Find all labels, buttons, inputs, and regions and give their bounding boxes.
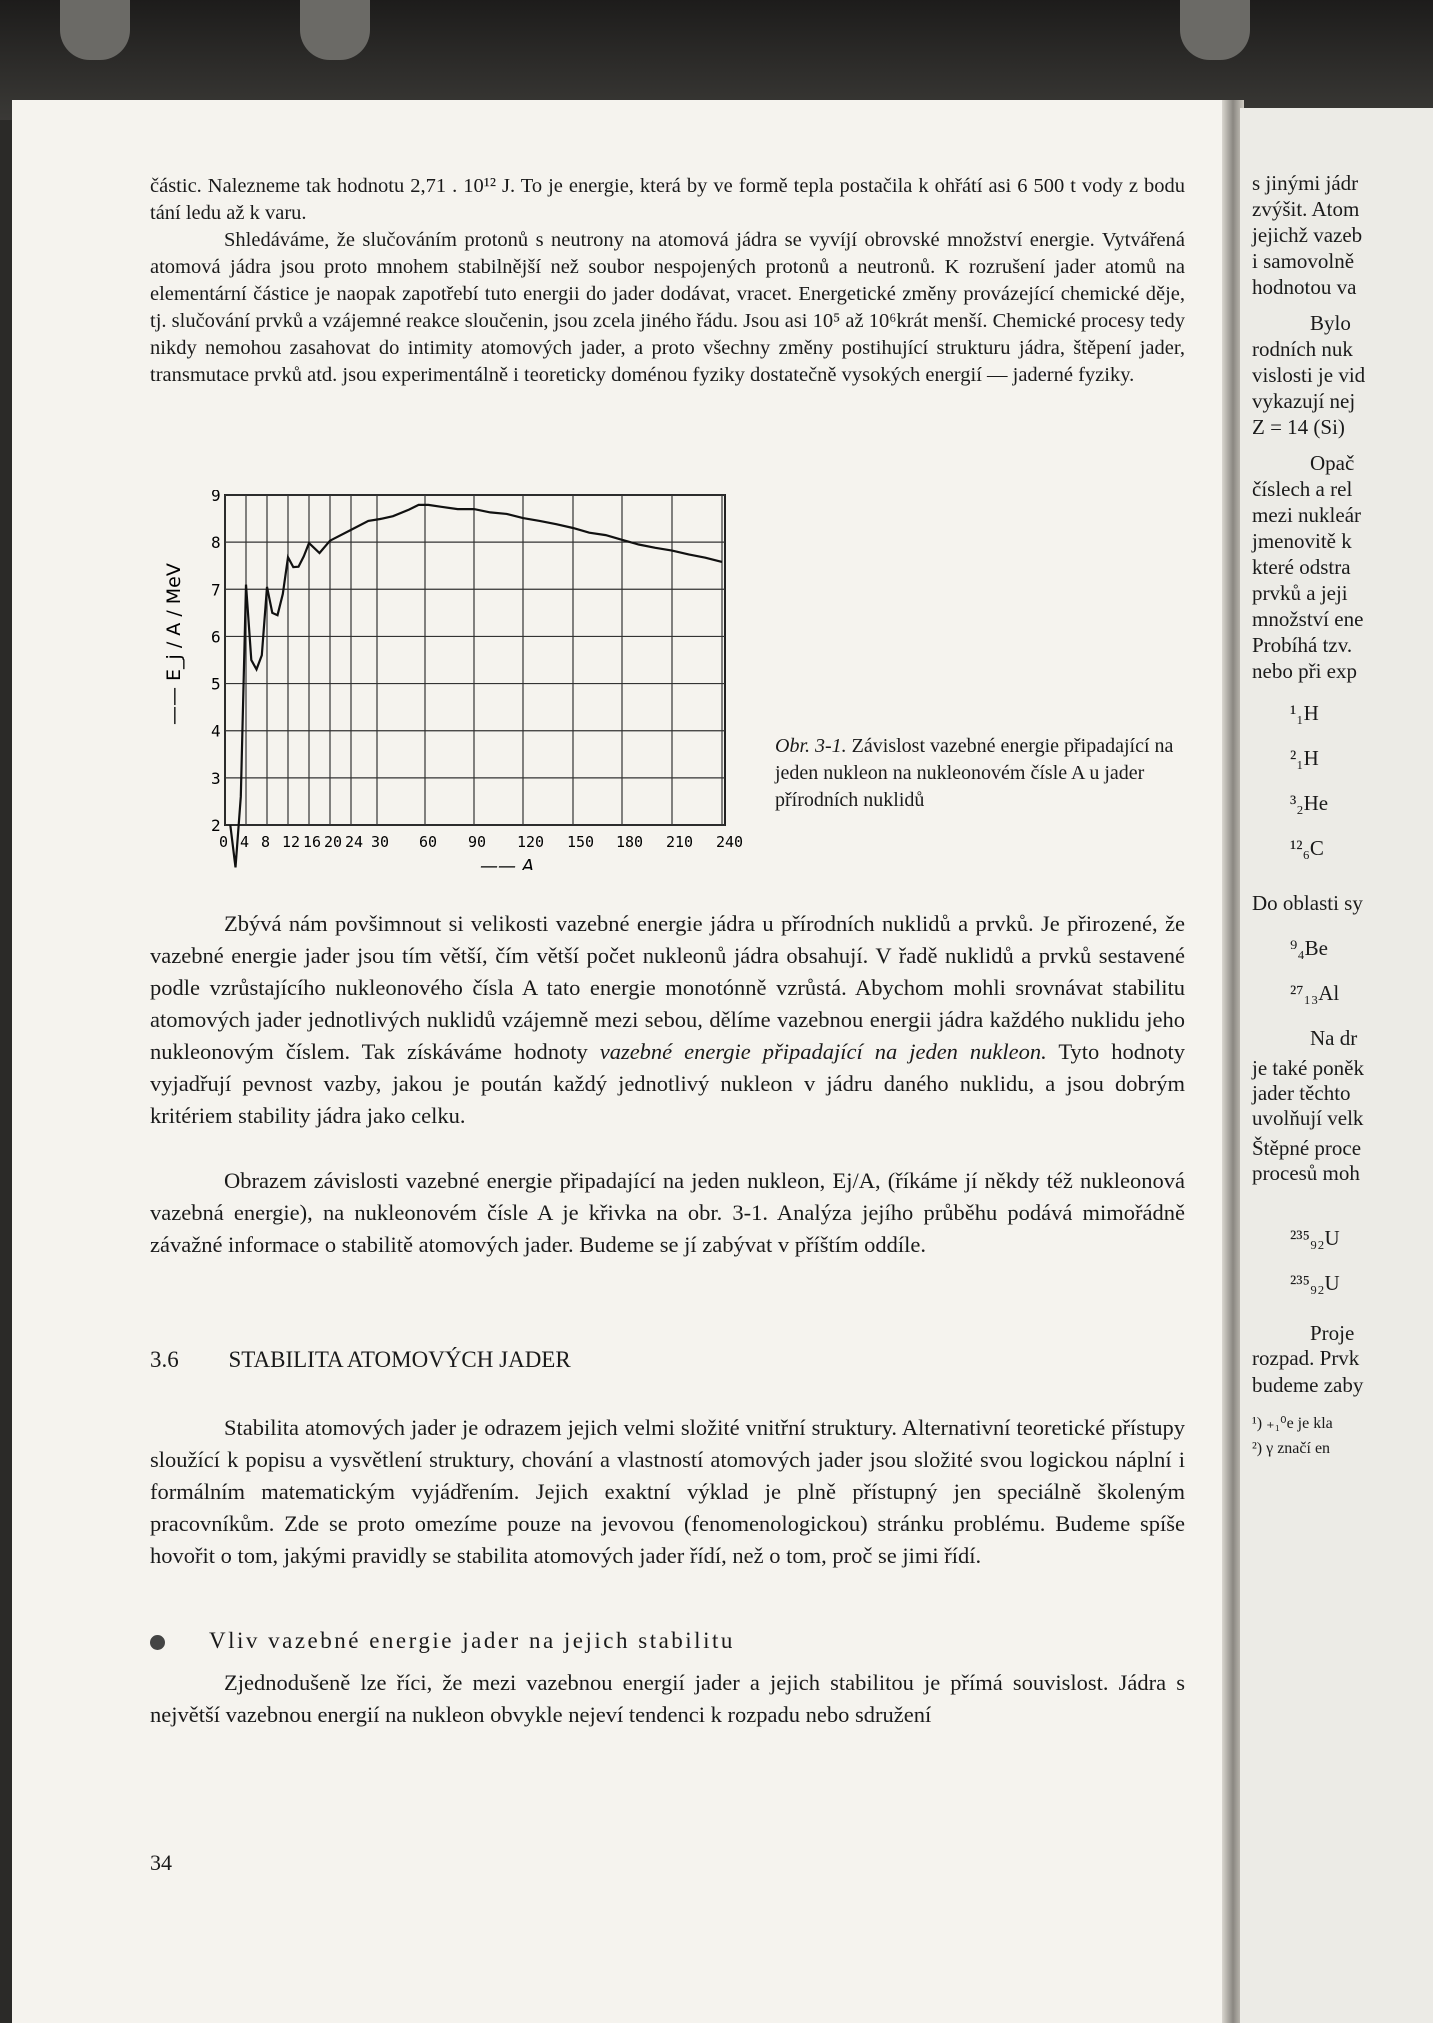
next-page-line: které odstra: [1252, 555, 1351, 579]
next-page-line: hodnotou va: [1252, 275, 1357, 299]
next-page-line: nebo při exp: [1252, 659, 1357, 683]
page-number: 34: [150, 1850, 172, 1875]
next-page-line: rodních nuk: [1252, 337, 1353, 361]
next-page-line: množství ene: [1252, 607, 1364, 631]
paragraph-3-text: Zbývá nám povšimnout si velikosti vazebné energie jádra u přírodních nuklidů a prvků. Je přirozené, že vazebné energie jader jsou tím větší, čím větší počet nukleonů jádra obsahují. V řadě nuklidů a prvků sestavené podle vzrůstajícího nukleonového čísla A tato energie monotónně vzrůstá. Abychom mohli srovnávat stabilitu atomových jader jednotlivých nuklidů vzájemně mezi sebou, dělíme vazebnou energii jádra každého nuklidu jeho nukleonovým číslem. Tak získáváme hodnoty: [150, 911, 1185, 1064]
next-page-line: je také poněk: [1252, 1056, 1364, 1080]
x-tick-label: 150: [567, 833, 595, 851]
x-tick-label: 24: [345, 833, 364, 851]
y-tick-label: 5: [211, 674, 221, 694]
next-page-line: ⁹₄Be: [1290, 936, 1328, 960]
next-page-line: ³₂He: [1290, 791, 1329, 815]
next-page-line: Probíhá tzv.: [1252, 633, 1353, 657]
x-tick-label: 20: [324, 833, 343, 851]
binder-clip: [300, 0, 370, 60]
next-page-line: ²⁷₁₃Al: [1290, 981, 1340, 1005]
section-heading: [150, 1347, 571, 1373]
next-page-line: číslech a rel: [1252, 477, 1353, 501]
x-tick-label: 16: [303, 833, 322, 851]
x-tick-label: 210: [666, 833, 694, 851]
paragraph-1: částic. Nalezneme tak hodnotu 2,71 . 10¹² J. To je energie, která by ve formě tepla postačila k ohřátí asi 6 500 t vody z bodu tání ledu až k varu.: [150, 175, 1185, 224]
book-page-right: [1240, 108, 1433, 2023]
next-page-line: procesů moh: [1252, 1161, 1360, 1185]
next-page-line: Z = 14 (Si): [1252, 415, 1345, 439]
x-tick-label: 120: [517, 833, 545, 851]
paragraph-6: Zjednodušeně lze říci, že mezi vazebnou energií jader a jejich stabilitou je přímá souvislost. Jádra s největší vazebnou energií na nukleon obvykle nejeví tendenci k rozpadu nebo sdružení: [150, 1670, 1185, 1727]
figure-3-1: [140, 490, 750, 875]
next-page-line: jmenovitě k: [1252, 529, 1352, 553]
next-page-line: Do oblasti sy: [1252, 891, 1363, 915]
next-page-line: ²) γ značí en: [1252, 1440, 1331, 1457]
plot-frame: [225, 495, 725, 825]
y-tick-label: 9: [211, 490, 221, 505]
next-page-line: budeme zaby: [1252, 1373, 1364, 1397]
x-tick-label: 4: [240, 833, 250, 851]
next-page-line: Opač: [1310, 451, 1355, 475]
binder-clip: [1180, 0, 1250, 60]
next-page-line: rozpad. Prvk: [1252, 1346, 1360, 1370]
next-page-line: ¹₁H: [1290, 701, 1319, 725]
caption-label: Obr. 3-1.: [775, 735, 847, 757]
x-tick-label: 60: [419, 833, 438, 851]
paragraph-3-italic: vazebné energie připadající na jeden nukleon.: [599, 1039, 1047, 1064]
y-tick-label: 8: [211, 533, 221, 553]
bullet-icon: [150, 1635, 165, 1650]
next-page-line: Bylo: [1310, 311, 1351, 335]
subsection-title: Vliv vazebné energie jader na jejich stabilitu: [209, 1628, 735, 1653]
paragraph-2: Shledáváme, že slučováním protonů s neutrony na atomová jádra se vyvíjí obrovské množství energie. Vytvářená atomová jádra jsou proto mnohem stabilnější než soubor nespojených protonů a neutronů. K rozrušení jader atomů na elementární částice je naopak zapotřebí tuto energii do jader dodávat, vracet. Energetické změny provázející chemické děje, tj. slučování prvků a vzájemné reakce sloučenin, jsou zcela jiného řádu. Jsou asi 10⁵ až 10⁶krát menší. Chemické procesy tedy nikdy nemohou zasahovat do intimity atomových jader, a proto všechny změny postihující strukturu jádra, štěpení jader, transmutace prvků atd. jsou experimentálně i teoreticky doménou fyziky dostatečně vysokých energií — jaderné fyziky.: [150, 229, 1185, 386]
next-page-line: ²³⁵₉₂U: [1290, 1271, 1340, 1295]
paragraph-3: [150, 908, 1185, 1132]
next-page-line: vykazují nej: [1252, 389, 1356, 413]
y-tick-label: 7: [211, 580, 221, 600]
paragraph-3-end: Tyto hodnoty vyjadřují pevnost vazby, jakou je poután každý jednotlivý nukleon v jádru daného nuklidu, a jsou dobrým kritériem stability jádra jako celku.: [150, 1039, 1185, 1128]
x-tick-label: 180: [616, 833, 644, 851]
next-page-line: mezi nukleár: [1252, 503, 1362, 527]
next-page-line: vislosti je vid: [1252, 363, 1366, 387]
x-tick-label: 30: [371, 833, 390, 851]
next-page-line: Na dr: [1310, 1026, 1358, 1050]
x-tick-label: 12: [282, 833, 301, 851]
paragraph-4: Obrazem závislosti vazebné energie připadající na jeden nukleon, Ej/A, (říkáme jí někdy též nukleonová vazebná energie), na nukleonovém čísle A je křivka na obr. 3-1. Analýza jejího průběhu podává mimořádně závažné informace o stabilitě atomových jader. Budeme se jí zabývat v příštím oddíle.: [150, 1168, 1185, 1257]
paragraph-5: Stabilita atomových jader je odrazem jejich velmi složité vnitřní struktury. Alternativní teoretické přístupy sloužící k popisu a vysvětlení struktury, chování a vlastností atomových jader jsou složité svou logickou náplní i formálním matematickým vyjádřením. Jejich exaktní výklad je plně přístupný jen speciálně školeným pracovníkům. Zde se proto omezíme pouze na jevovou (fenomenologickou) stránku problému. Budeme spíše hovořit o tom, jakými pravidly se stabilita atomových jader řídí, než o tom, proč se jimi řídí.: [150, 1415, 1185, 1568]
next-page-line: i samovolně: [1252, 249, 1355, 273]
caption-text: Závislost vazebné energie připadající na jeden nukleon na nukleonovém čísle A u jader přírodních nuklidů: [775, 735, 1174, 811]
subsection-heading: [150, 1628, 735, 1654]
next-page-line: ¹²₆C: [1290, 836, 1324, 860]
next-page-line: ²₁H: [1290, 746, 1319, 770]
next-page-line: ²³⁵₉₂U: [1290, 1226, 1340, 1250]
next-page-line: ¹) ₊₁⁰e je kla: [1252, 1415, 1333, 1432]
y-tick-label: 6: [211, 627, 221, 647]
binder-clip: [60, 0, 130, 60]
y-axis-label: —— E_j / A / MeV: [163, 563, 185, 725]
next-page-line: s jinými jádr: [1252, 171, 1359, 195]
section-title: STABILITA ATOMOVÝCH JADER: [228, 1347, 571, 1372]
section-number: 3.6: [150, 1347, 179, 1372]
next-page-line: uvolňují velk: [1252, 1106, 1364, 1130]
x-tick-label: 0: [219, 833, 229, 851]
x-tick-label: 240: [716, 833, 744, 851]
next-page-line: jader těchto: [1252, 1081, 1351, 1105]
x-tick-label: 8: [261, 833, 271, 851]
y-tick-label: 2: [211, 816, 221, 835]
binding-energy-chart: [140, 490, 750, 870]
y-tick-label: 3: [211, 768, 221, 788]
figure-caption: [775, 733, 1205, 814]
next-page-line: Proje: [1310, 1321, 1355, 1345]
next-page-line: jejichž vazeb: [1252, 223, 1363, 247]
next-page-line: zvýšit. Atom: [1252, 197, 1360, 221]
next-page-line: Štěpné proce: [1252, 1136, 1362, 1160]
y-tick-label: 4: [211, 721, 221, 741]
x-tick-label: 90: [468, 833, 487, 851]
x-axis-label: —— A: [480, 856, 535, 870]
binding-energy-curve: [230, 505, 722, 868]
next-page-line: prvků a jeji: [1252, 581, 1348, 605]
